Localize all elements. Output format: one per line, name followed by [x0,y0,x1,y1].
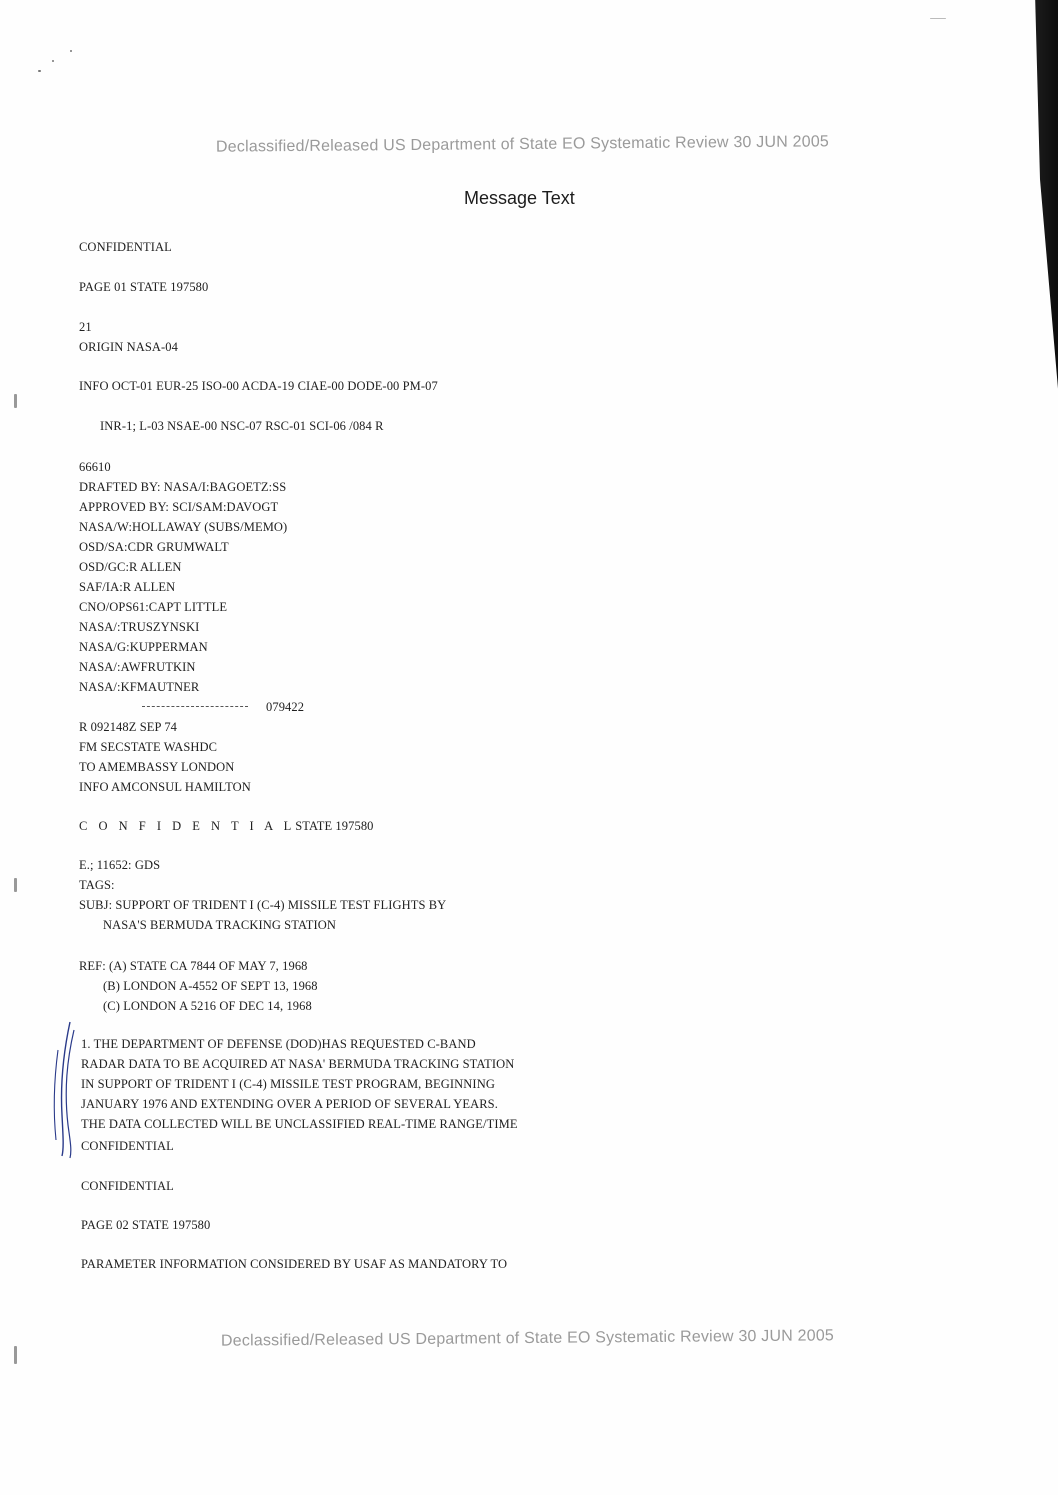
declassification-stamp-bottom: Declassified/Released US Department of State EO Systematic Review 30 JUN 2005 [220,1327,835,1350]
scan-speck [52,60,54,62]
declassification-stamp-top: Declassified/Released US Department of State EO Systematic Review 30 JUN 2005 [215,133,830,156]
dtg-number: 079422 [266,700,305,714]
page-title: Message Text [464,188,575,208]
scan-edge-shadow [998,0,1058,1495]
paragraph-line: IN SUPPORT OF TRIDENT I (C-4) MISSILE TEST PROGRAM, BEGINNING [81,1077,495,1091]
paragraph-line: PARAMETER INFORMATION CONSIDERED BY USAF AS MANDATORY TO [81,1257,508,1271]
scan-speck [14,878,17,892]
drafted-by-line: DRAFTED BY: NASA/I:BAGOETZ:SS [79,480,287,494]
subject-line: SUBJ: SUPPORT OF TRIDENT I (C-4) MISSILE TEST FLIGHTS BY [79,898,447,912]
info-distribution-continued: INR-1; L-03 NSAE-00 NSC-07 RSC-01 SCI-06 /084 R [100,419,384,433]
scan-speck [930,18,946,19]
classification-marking: CONFIDENTIAL [81,1179,174,1193]
clearance-line: NASA/:KFMAUTNER [79,680,200,694]
clearance-line: NASA/G:KUPPERMAN [79,640,208,654]
paragraph-line: 1. THE DEPARTMENT OF DEFENSE (DOD)HAS REQUESTED C-BAND [81,1037,476,1051]
reference-line: (B) LONDON A-4552 OF SEPT 13, 1968 [103,979,318,993]
reference-line: (C) LONDON A 5216 OF DEC 14, 1968 [103,999,312,1013]
scan-speck [14,1346,17,1364]
clearance-line: NASA/W:HOLLAWAY (SUBS/MEMO) [79,520,288,534]
page-number-line: PAGE 02 STATE 197580 [81,1218,211,1232]
info-address-line: INFO AMCONSUL HAMILTON [79,780,251,794]
approved-by-line: APPROVED BY: SCI/SAM:DAVOGT [79,500,279,514]
scan-speck [70,50,72,52]
reference-line: REF: (A) STATE CA 7844 OF MAY 7, 1968 [79,959,308,973]
classification-spaced: C O N F I D E N T I A L [79,819,296,833]
message-id: 66610 [79,460,111,474]
paragraph-line: THE DATA COLLECTED WILL BE UNCLASSIFIED REAL-TIME RANGE/TIME [81,1117,518,1131]
origin-line: ORIGIN NASA-04 [79,340,178,354]
info-distribution-line: INFO OCT-01 EUR-25 ISO-00 ACDA-19 CIAE-00 DODE-00 PM-07 [79,379,438,393]
to-line: TO AMEMBASSY LONDON [79,760,235,774]
dtg-number-line [142,699,304,715]
handwritten-margin-mark [50,1020,80,1160]
clearance-line: OSD/SA:CDR GRUMWALT [79,540,229,554]
sequence-number: 21 [79,320,92,334]
state-reference: STATE 197580 [295,819,374,833]
from-line: FM SECSTATE WASHDC [79,740,218,754]
tags-line: TAGS: [79,878,115,892]
paragraph-line: RADAR DATA TO BE ACQUIRED AT NASA' BERMUDA TRACKING STATION [81,1057,515,1071]
clearance-line: OSD/GC:R ALLEN [79,560,182,574]
classification-marking-bottom: CONFIDENTIAL [81,1139,174,1153]
clearance-line: SAF/IA:R ALLEN [79,580,176,594]
scan-speck [14,394,17,408]
clearance-line: CNO/OPS61:CAPT LITTLE [79,600,228,614]
clearance-line: NASA/:TRUSZYNSKI [79,620,200,634]
paragraph-line: JANUARY 1976 AND EXTENDING OVER A PERIOD OF SEVERAL YEARS. [81,1097,498,1111]
eo-line: E.; 11652: GDS [79,858,161,872]
date-time-group: R 092148Z SEP 74 [79,720,178,734]
subject-line-continued: NASA'S BERMUDA TRACKING STATION [103,918,336,932]
page-number-line: PAGE 01 STATE 197580 [79,280,209,294]
classification-header-line [79,818,374,834]
dashed-separator [142,706,248,707]
classification-marking: CONFIDENTIAL [79,240,172,254]
clearance-line: NASA/:AWFRUTKIN [79,660,196,674]
scan-speck [38,70,41,72]
